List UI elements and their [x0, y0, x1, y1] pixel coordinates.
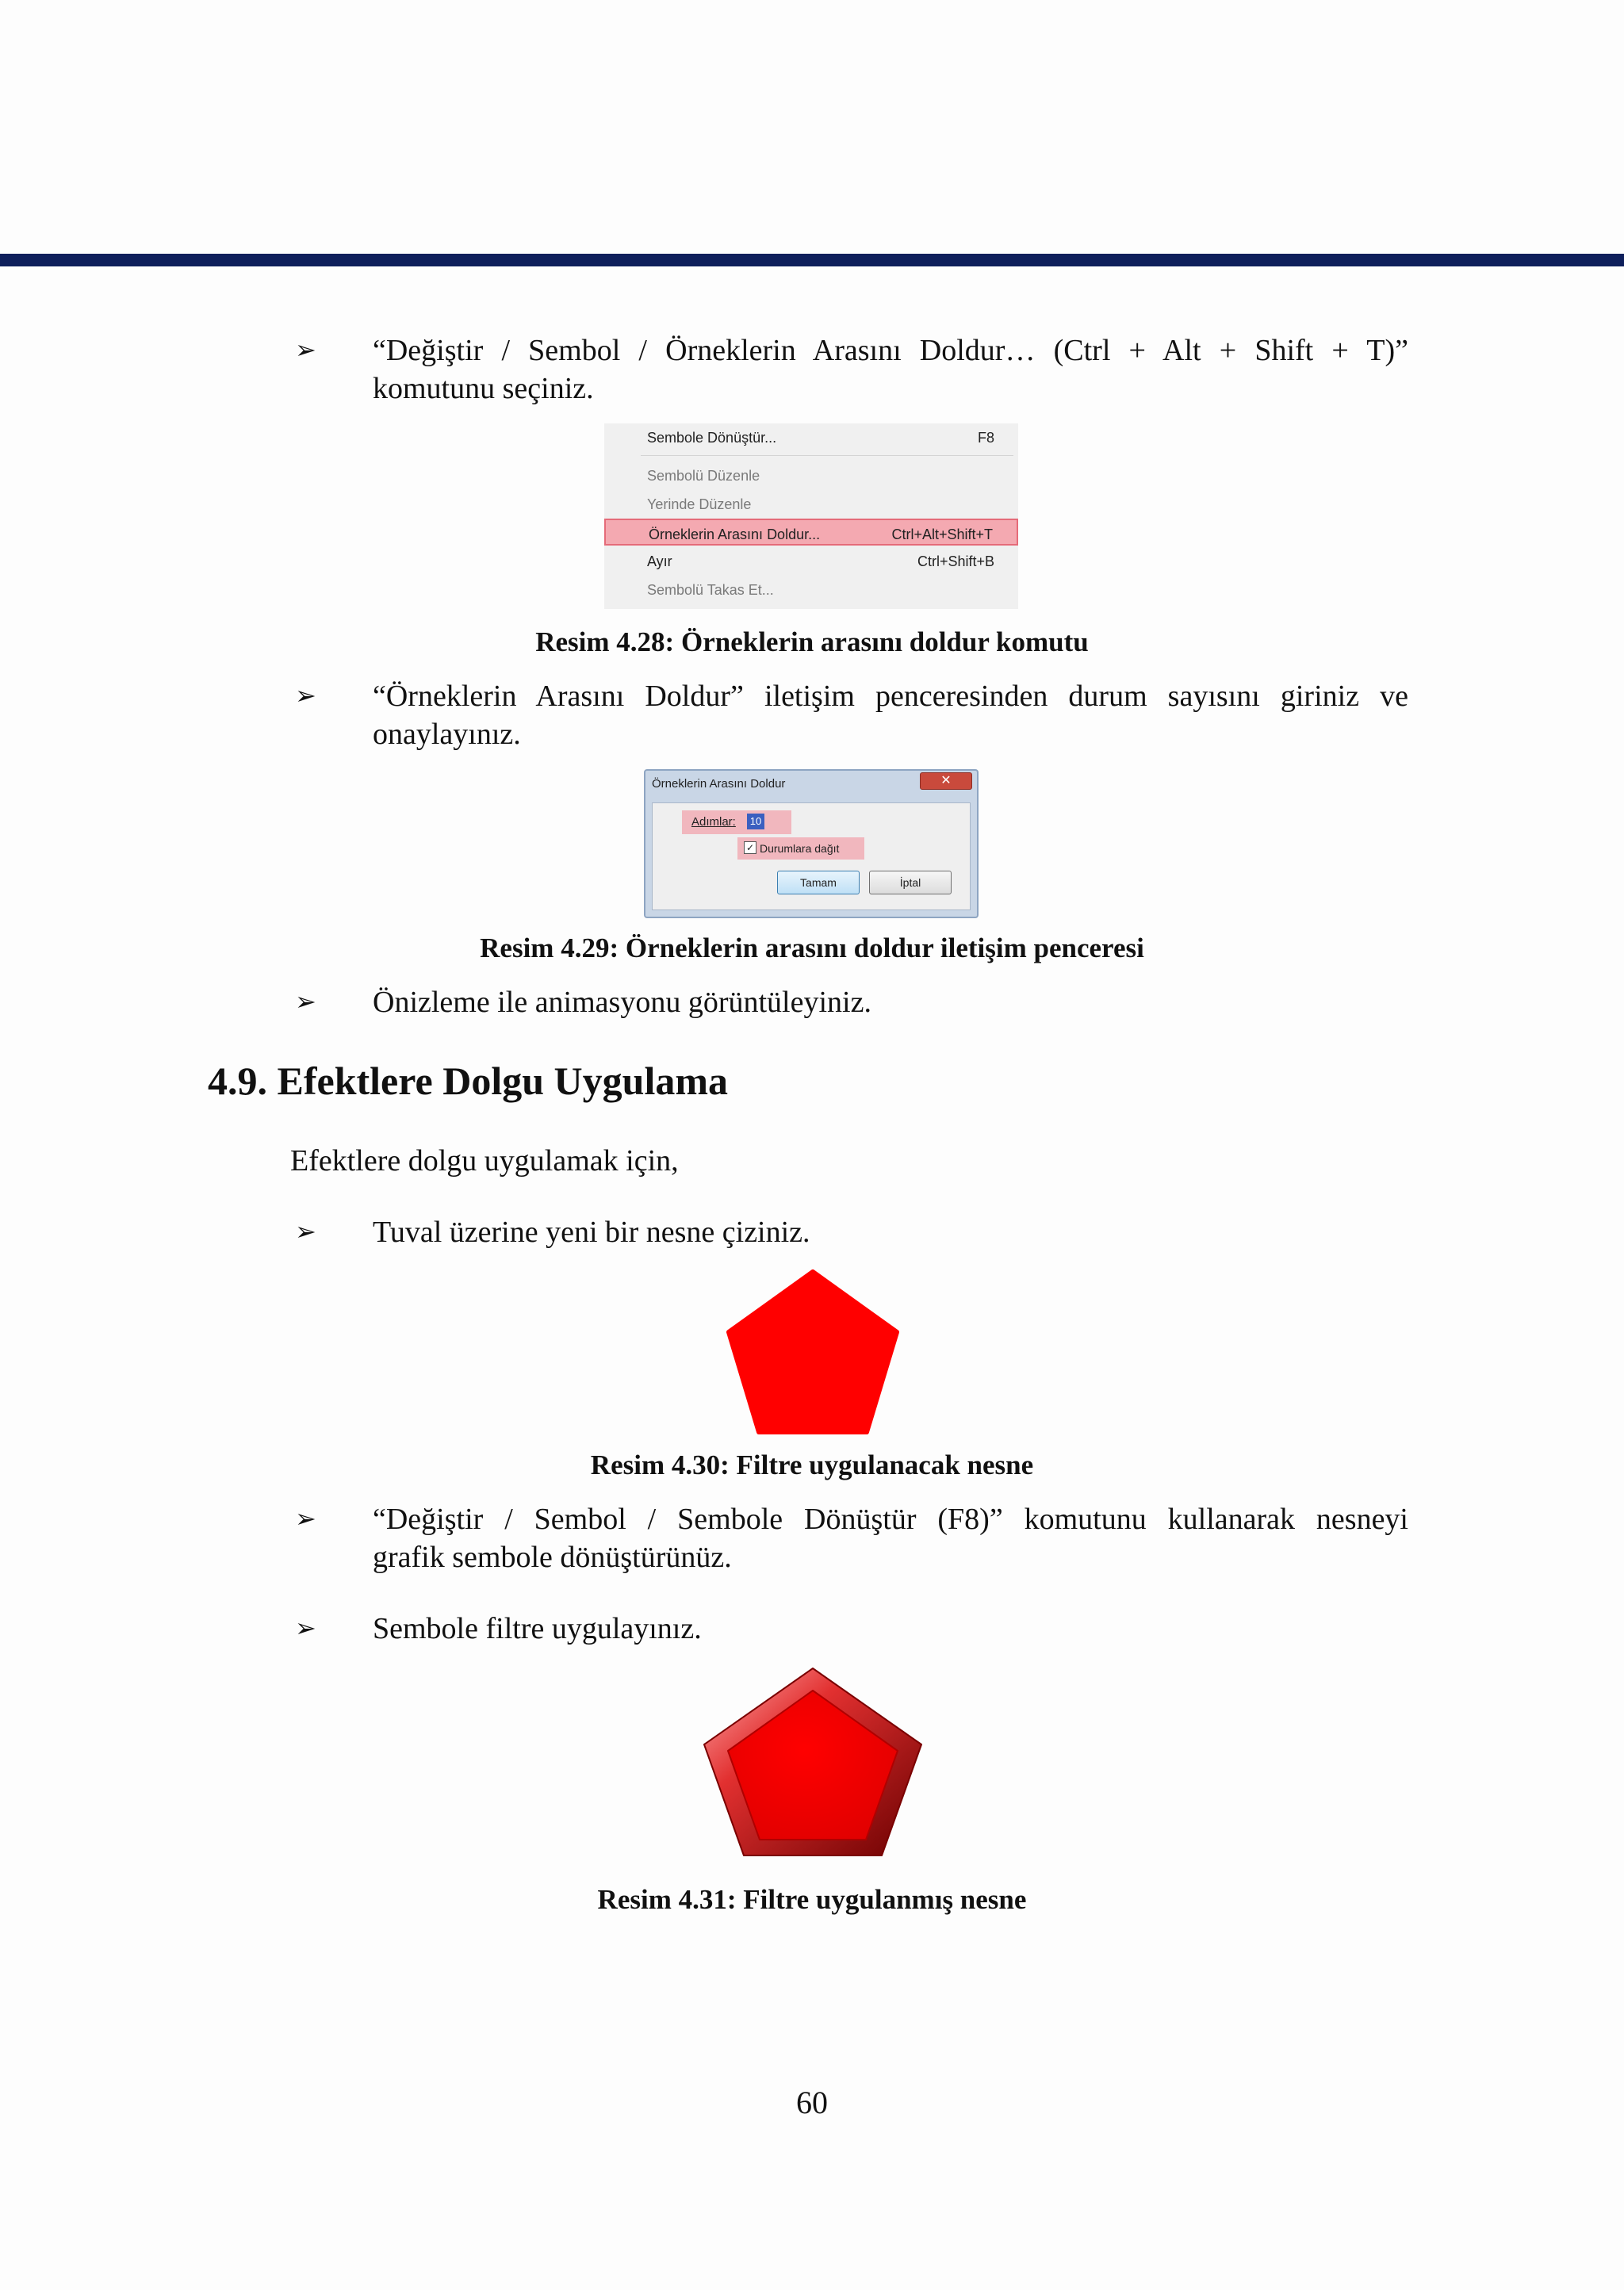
distribute-checkbox[interactable]: ✓ [744, 841, 756, 854]
figure-caption-4-31: Resim 4.31: Filtre uygulanmış nesne [597, 1884, 1027, 1915]
bullet-1-line-2: komutunu seçiniz. [373, 372, 594, 405]
steps-input[interactable]: 10 [747, 814, 764, 829]
cancel-button[interactable]: İptal [869, 871, 952, 894]
bullet-4: Tuval üzerine yeni bir nesne çiziniz. [373, 1216, 810, 1249]
symbol-menu-screenshot [604, 423, 1018, 609]
bullet-arrow-icon: ➢ [295, 1503, 316, 1534]
figure-caption-4-29: Resim 4.29: Örneklerin arasını doldur iletişim penceresi [480, 932, 1144, 963]
figure-caption-4-28: Resim 4.28: Örneklerin arasını doldur komutu [535, 626, 1089, 657]
header-rule [0, 254, 1624, 266]
steps-label: Adımlar: [691, 815, 736, 829]
menu-item-edit-in-place[interactable]: Yerinde Düzenle [647, 496, 752, 512]
close-icon[interactable]: ✕ [920, 772, 972, 790]
menu-item-swap[interactable]: Sembolü Takas Et... [647, 582, 774, 598]
dialog-title: Örneklerin Arasını Doldur [652, 777, 786, 791]
section-heading: 4.9. Efektlere Dolgu Uygulama [208, 1059, 728, 1103]
tween-dialog-screenshot [644, 769, 979, 918]
bevelled-pentagon-figure [698, 1662, 928, 1862]
menu-item-break[interactable]: Ayır Ctrl+Shift+B [647, 553, 994, 569]
red-pentagon-figure [722, 1267, 904, 1437]
menu-item-edit-symbol[interactable]: Sembolü Düzenle [647, 468, 760, 484]
bullet-2-line-2: onaylayınız. [373, 718, 521, 751]
bullet-arrow-icon: ➢ [295, 1216, 316, 1246]
distribute-label: Durumlara dağıt [760, 842, 840, 855]
bullet-1-line-1: “Değiştir / Sembol / Örneklerin Arasını Doldur… (Ctrl + Alt + Shift + T)” [373, 334, 1408, 367]
bullet-3: Önizleme ile animasyonu görüntüleyiniz. [373, 986, 871, 1019]
bullet-arrow-icon: ➢ [295, 680, 316, 710]
ok-button[interactable]: Tamam [777, 871, 860, 894]
page-number: 60 [796, 2085, 828, 2120]
menu-item-tween[interactable]: Örneklerin Arasını Doldur... Ctrl+Alt+Shift+T [604, 519, 1018, 546]
bullet-6: Sembole filtre uygulayınız. [373, 1612, 702, 1645]
bullet-5-line-1: “Değiştir / Sembol / Sembole Dönüştür (F8)” komutunu kullanarak nesneyi [373, 1503, 1408, 1536]
bullet-arrow-icon: ➢ [295, 335, 316, 365]
figure-caption-4-30: Resim 4.30: Filtre uygulanacak nesne [590, 1449, 1034, 1480]
menu-separator [641, 455, 1013, 456]
bullet-arrow-icon: ➢ [295, 1613, 316, 1643]
bullet-arrow-icon: ➢ [295, 986, 316, 1017]
section-intro: Efektlere dolgu uygulamak için, [290, 1144, 679, 1178]
bullet-2-line-1: “Örneklerin Arasını Doldur” iletişim penceresinden durum sayısını giriniz ve [373, 680, 1408, 713]
bullet-5-line-2: grafik sembole dönüştürünüz. [373, 1541, 732, 1574]
menu-item-convert[interactable]: Sembole Dönüştür... F8 [647, 430, 994, 446]
red-pentagon [729, 1272, 897, 1432]
